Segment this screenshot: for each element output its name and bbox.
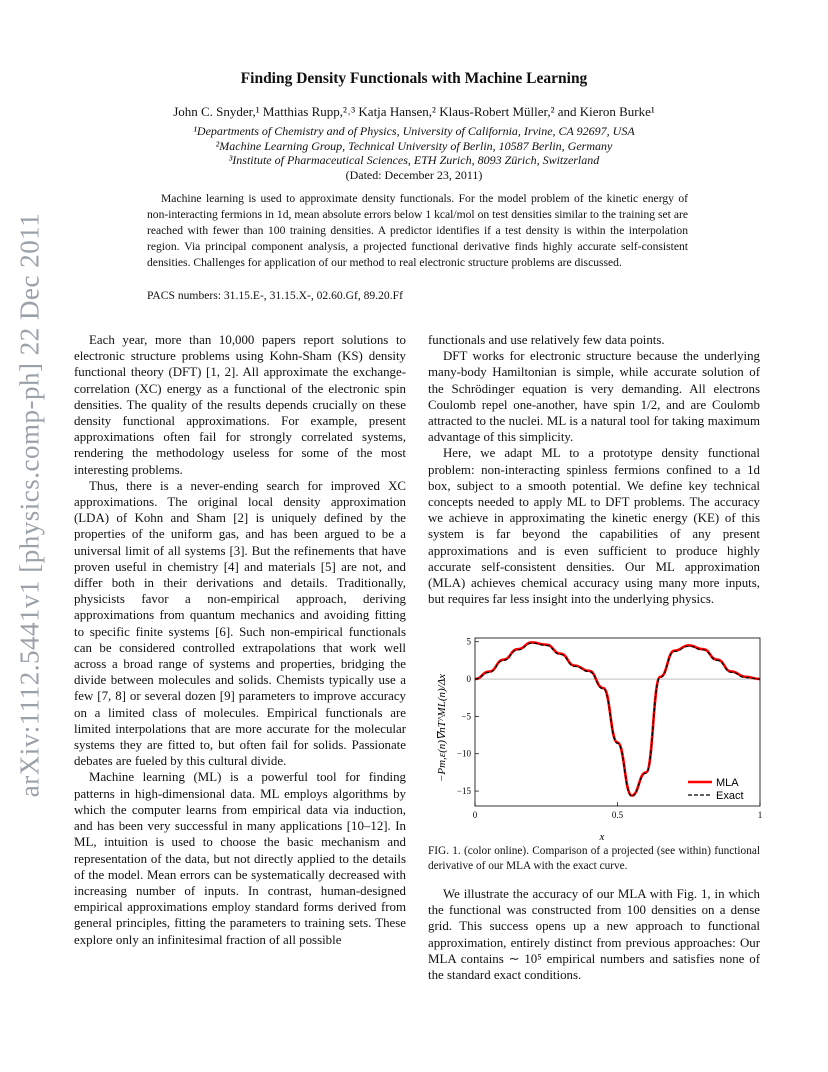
paper-title: Finding Density Functionals with Machine Learning	[240, 70, 588, 87]
body-paragraph: Each year, more than 10,000 papers report solutions to electronic structure problems using Kohn-Sham (KS) density functional theory (DFT) [1, 2]. All approximate the exchange-correlation (XC) energy as a functional of the electronic spin densities. The quality of the results depends crucially on these density functional approximations. For example, present approximations often fail for strongly correlated systems, rendering the methodology useless for some of the most interesting problems.	[74, 333, 406, 477]
y-tick-label: −15	[456, 786, 471, 797]
legend-label: Exact	[716, 790, 744, 802]
affiliation-2: ²Machine Learning Group, Technical University of Berlin, 10587 Berlin, Germany	[215, 139, 613, 153]
x-tick-label: 0	[472, 810, 478, 820]
x-axis-label: x	[599, 831, 605, 843]
legend-label: MLA	[716, 777, 739, 789]
abstract: Machine learning is used to approximate density functionals. For the model problem of the kinetic energy of non-interacting fermions in 1d, mean absolute errors below 1 kcal/mol on test densities similar to the training set are reached with fewer than 100 training densities. A predictor identifies if a test density is within the interpolation region. Via principal component analysis, a projected functional derivative finds highly accurate self-consistent densities. Challenges for application of our method to real electronic structure problems are discussed.	[147, 192, 688, 269]
author-list: John C. Snyder,¹ Matthias Rupp,²˒³ Katja Hansen,² Klaus-Robert Müller,² and Kieron Burke¹	[173, 104, 655, 119]
x-tick-label: 1	[757, 810, 763, 820]
body-paragraph: DFT works for electronic structure because the underlying many-body Hamiltonian is simple, while accurate solution of the Schrödinger equation is very demanding. All electrons Coulomb repel one-another, have spin 1/2, and are Coulomb attracted to the nuclei. ML is a natural tool for taking maximum advantage of this simplicity.	[428, 349, 760, 445]
body-paragraph: Thus, there is a never-ending search for improved XC approximations. The original local density approximation (LDA) of Kohn and Sham [2] is uniquely defined by the properties of the uniform gas, and has been argued to be a universal limit of all systems [3]. But the refinements that have proven useful in chemistry [4] and materials [5] are not, and differ both in their derivations and details. Traditionally, physicists favor a non-empirical approach, deriving approximations from quantum mechanics and avoiding fitting to specific finite systems [6]. Such non-empirical functionals can be considered controlled extrapolations that work well across a broad range of systems and properties, bridging the divide between molecules and solids. Chemists typically use a few [7, 8] or several dozen [9] parameters to improve accuracy on a limited class of molecules. Empirical functionals are limited interpolations that are more accurate for the molecular systems they are fitted to, but often fail for solids. Passionate debates are fueled by this cultural divide.	[74, 478, 406, 769]
affiliation-3: ³Institute of Pharmaceutical Sciences, ETH Zurich, 8093 Zürich, Switzerland	[228, 153, 600, 167]
y-tick-label: 5	[466, 636, 471, 647]
body-paragraph: functionals and use relatively few data points.	[428, 333, 665, 347]
affiliation-1: ¹Departments of Chemistry and of Physics, University of California, Irvine, CA 92697, USA	[193, 124, 635, 138]
left-column	[74, 332, 406, 948]
right-column-bottom	[428, 886, 760, 983]
figure-1	[430, 628, 770, 843]
right-column-top	[428, 332, 760, 607]
y-tick-label: −10	[456, 748, 471, 759]
y-tick-label: −5	[461, 711, 471, 722]
body-paragraph: We illustrate the accuracy of our MLA with Fig. 1, in which the functional was constructed from 100 densities on a dense grid. This success opens up a new approach to functional approximation, entirely distinct from previous approaches: Our MLA contains ∼ 10⁵ empirical numbers and satisfies none of the standard exact conditions.	[428, 887, 760, 983]
derivative-chart	[430, 628, 770, 843]
dated-line: (Dated: December 23, 2011)	[345, 168, 483, 182]
figure-caption: FIG. 1. (color online). Comparison of a projected (see within) functional derivative of our MLA with the exact curve.	[428, 845, 760, 872]
arxiv-identifier: arXiv:1112.5441v1 [physics.comp-ph] 22 Dec 2011	[14, 212, 45, 798]
body-paragraph: Here, we adapt ML to a prototype density functional problem: non-interacting spinless fermions confined to a 1d box, subject to a smooth potential. We define key technical concepts needed to apply ML to DFT problems. The accuracy we achieve in approximating the kinetic energy (KE) of this system is far beyond the capabilities of any present approximations and is even sufficient to produce highly accurate self-consistent densities. Our ML approximation (MLA) achieves chemical accuracy using many more inputs, but requires far less insight into the underlying physics.	[428, 446, 760, 607]
y-axis-label: −Pm,ε(n)∇nT^ML(n)/Δx	[436, 673, 448, 783]
body-paragraph: Machine learning (ML) is a powerful tool for finding patterns in high-dimensional data. ML employs algorithms by which the computer learns from empirical data via induction, and has been very successful in many applications [10–12]. In ML, intuition is used to choose the basic mechanism and representation of the data, but not directly applied to the details of the model. Mean errors can be systematically decreased with increasing number of inputs. In contrast, human-designed empirical approximations employ standard forms derived from general principles, fitting the parameters to training sets. These explore only an infinitesimal fraction of all possible	[74, 770, 406, 947]
arxiv-side-label	[12, 205, 48, 805]
pacs-numbers: PACS numbers: 31.15.E-, 31.15.X-, 02.60.Gf, 89.20.Ff	[147, 289, 403, 302]
x-tick-label: 0.5	[611, 810, 624, 820]
y-tick-label: 0	[466, 674, 471, 685]
